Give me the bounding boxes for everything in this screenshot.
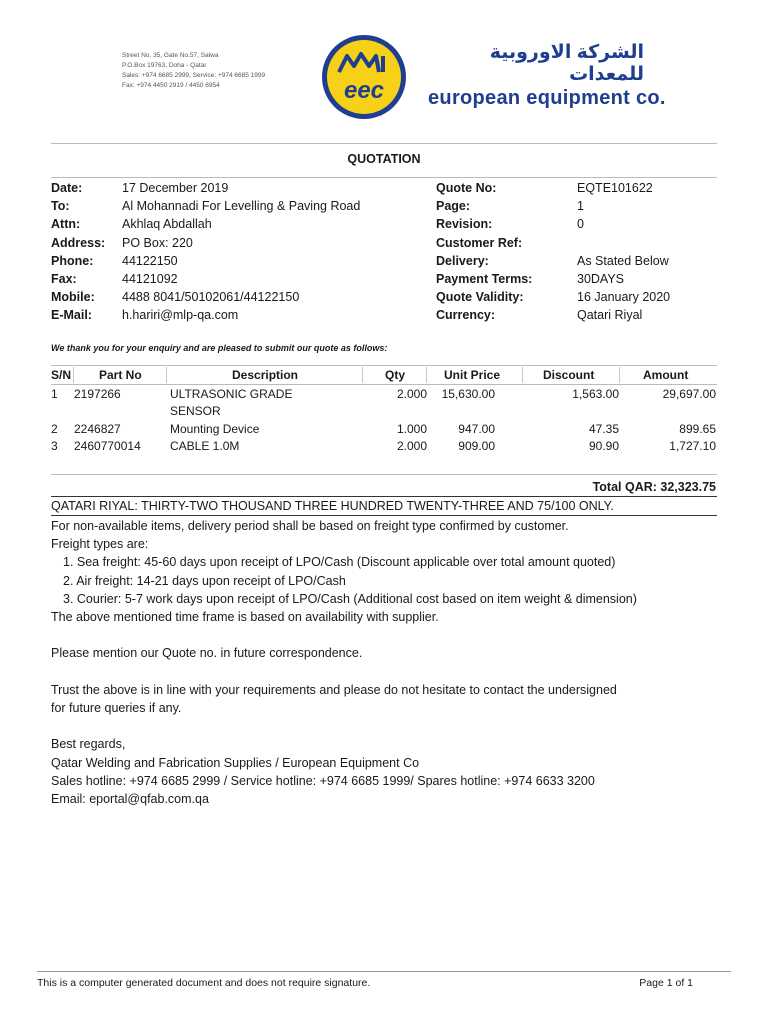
- col-header-description: Description: [232, 368, 299, 382]
- col-header-part-no: Part No: [99, 368, 142, 382]
- field-label: Quote Validity:: [436, 290, 524, 305]
- col-header-unit-price: Unit Price: [444, 368, 501, 382]
- freight-item: 1. Sea freight: 45-60 days upon receipt of LPO/Cash (Discount applicable over total amount quoted): [63, 555, 616, 570]
- field-label: To:: [51, 199, 70, 214]
- cell-discount: 90.90: [588, 439, 619, 453]
- words-divider: [51, 515, 717, 516]
- col-header-qty: Qty: [385, 368, 406, 382]
- total-divider: [51, 496, 717, 497]
- table-bottom-border: [51, 474, 717, 475]
- cell-part-no: 2197266: [74, 387, 121, 401]
- blank-line: [51, 626, 731, 644]
- cell-sn: 1: [51, 387, 58, 401]
- cell-qty: 2.000: [396, 439, 427, 453]
- col-divider: [362, 367, 363, 383]
- body-line: Please mention our Quote no. in future correspondence.: [51, 646, 363, 661]
- signoff-line: Qatar Welding and Fabrication Supplies / European Equipment Co: [51, 755, 420, 770]
- table-top-border: [51, 365, 717, 366]
- cell-amount: 29,697.00: [662, 387, 716, 401]
- address-line: Street No. 35, Gate No.57, Salwa: [122, 52, 219, 59]
- cell-part-no: 2460770014: [74, 439, 141, 453]
- document-title: QUOTATION: [347, 152, 421, 166]
- field-value: 16 January 2020: [577, 290, 671, 305]
- field-value: h.hariri@mlp-qa.com: [122, 308, 239, 323]
- cell-unit-price: 15,630.00: [441, 387, 495, 401]
- field-value: 44121092: [122, 271, 178, 286]
- field-label: Payment Terms:: [436, 271, 533, 286]
- field-label: Customer Ref:: [436, 235, 523, 250]
- field-value: 44122150: [122, 253, 178, 268]
- company-name: [428, 42, 666, 110]
- col-divider: [166, 367, 167, 383]
- field-value: Akhlaq Abdallah: [122, 217, 212, 232]
- cell-description-line2: SENSOR: [170, 404, 221, 418]
- eec-logo: [321, 34, 407, 120]
- col-divider: [619, 367, 620, 383]
- address-line: P.O.Box 19763, Doha - Qatar: [122, 62, 207, 69]
- field-value: As Stated Below: [577, 253, 669, 268]
- cell-discount: 1,563.00: [572, 387, 619, 401]
- cell-description: CABLE 1.0M: [170, 439, 240, 453]
- address-line: Fax: +974 4450 2919 / 4450 6954: [122, 82, 220, 89]
- field-value: 1: [577, 199, 584, 214]
- signoff-line: Sales hotline: +974 6685 2999 / Service hotline: +974 6685 1999/ Spares hotline: +974 6633 3200: [51, 773, 595, 788]
- footer-note: This is a computer generated document and does not require signature.: [37, 977, 371, 989]
- cell-unit-price: 947.00: [458, 422, 495, 436]
- field-value: 30DAYS: [577, 271, 625, 286]
- body-line: Freight types are:: [51, 537, 149, 552]
- blank-line: [51, 717, 731, 735]
- cell-part-no: 2246827: [74, 422, 121, 436]
- field-label: Fax:: [51, 271, 77, 286]
- col-divider: [73, 367, 74, 383]
- thanks-note: We thank you for your enquiry and are pleased to submit our quote as follows:: [51, 343, 388, 353]
- body-line: For non-available items, delivery period shall be based on freight type confirmed by customer.: [51, 519, 569, 533]
- body-line: for future queries if any.: [51, 701, 182, 715]
- signoff-line: Best regards,: [51, 737, 126, 752]
- col-header-amount: Amount: [643, 368, 689, 382]
- cell-amount: 1,727.10: [669, 439, 716, 453]
- col-divider: [522, 367, 523, 383]
- field-label: Date:: [51, 181, 83, 195]
- company-name-english: european equipment co.: [428, 87, 666, 109]
- freight-item: 3. Courier: 5-7 work days upon receipt of LPO/Cash (Additional cost based on item weight & dimension): [63, 591, 637, 606]
- footer-page-number: Page 1 of 1: [639, 977, 693, 989]
- col-header-discount: Discount: [543, 368, 595, 382]
- field-value: 0: [577, 217, 584, 232]
- company-name-arabic: الشركة الاوروبية للمعدات: [489, 42, 644, 85]
- field-value: Qatari Riyal: [577, 308, 643, 323]
- address-line: Sales: +974 6685 2999, Service: +974 6685 1999: [122, 72, 266, 79]
- col-divider: [426, 367, 427, 383]
- amount-in-words: QATARI RIYAL: THIRTY-TWO THOUSAND THREE HUNDRED TWENTY-THREE AND 75/100 ONLY.: [51, 499, 614, 513]
- terms-body: [51, 517, 731, 808]
- field-value: 17 December 2019: [122, 181, 229, 195]
- blank-line: [51, 663, 731, 681]
- col-header-sn: S/N: [51, 368, 72, 382]
- field-label: E-Mail:: [51, 308, 92, 323]
- cell-sn: 2: [51, 422, 58, 436]
- title-divider: [51, 177, 717, 178]
- company-address: [122, 51, 312, 91]
- table-header-border: [51, 384, 717, 385]
- total-amount: Total QAR: 32,323.75: [592, 480, 716, 494]
- field-value: EQTE101622: [577, 181, 653, 195]
- field-label: Revision:: [436, 217, 493, 232]
- cell-unit-price: 909.00: [458, 439, 495, 453]
- field-label: Delivery:: [436, 253, 489, 268]
- body-line: Trust the above is in line with your requirements and please do not hesitate to contact the undersigned: [51, 682, 617, 697]
- freight-item: 2. Air freight: 14-21 days upon receipt of LPO/Cash: [63, 573, 346, 588]
- field-value: Al Mohannadi For Levelling & Paving Road: [122, 199, 361, 214]
- field-label: Phone:: [51, 253, 94, 268]
- header-divider: [51, 143, 717, 144]
- field-label: Attn:: [51, 217, 81, 232]
- field-label: Currency:: [436, 308, 496, 323]
- logo-text: eec: [343, 77, 385, 104]
- cell-qty: 1.000: [396, 422, 427, 436]
- cell-discount: 47.35: [588, 422, 619, 436]
- field-value: 4488 8041/50102061/44122150: [122, 290, 300, 305]
- field-label: Address:: [51, 235, 106, 250]
- body-line: The above mentioned time frame is based on availability with supplier.: [51, 610, 439, 625]
- cell-description: ULTRASONIC GRADE: [170, 387, 293, 401]
- signoff-email: Email: eportal@qfab.com.qa: [51, 792, 209, 806]
- cell-sn: 3: [51, 439, 58, 453]
- cell-amount: 899.65: [679, 422, 716, 436]
- footer-divider: [37, 971, 731, 972]
- field-label: Quote No:: [436, 181, 497, 195]
- field-label: Page:: [436, 199, 471, 214]
- field-label: Mobile:: [51, 290, 95, 305]
- field-value: PO Box: 220: [122, 235, 193, 250]
- cell-qty: 2.000: [396, 387, 427, 401]
- cell-description: Mounting Device: [170, 422, 260, 436]
